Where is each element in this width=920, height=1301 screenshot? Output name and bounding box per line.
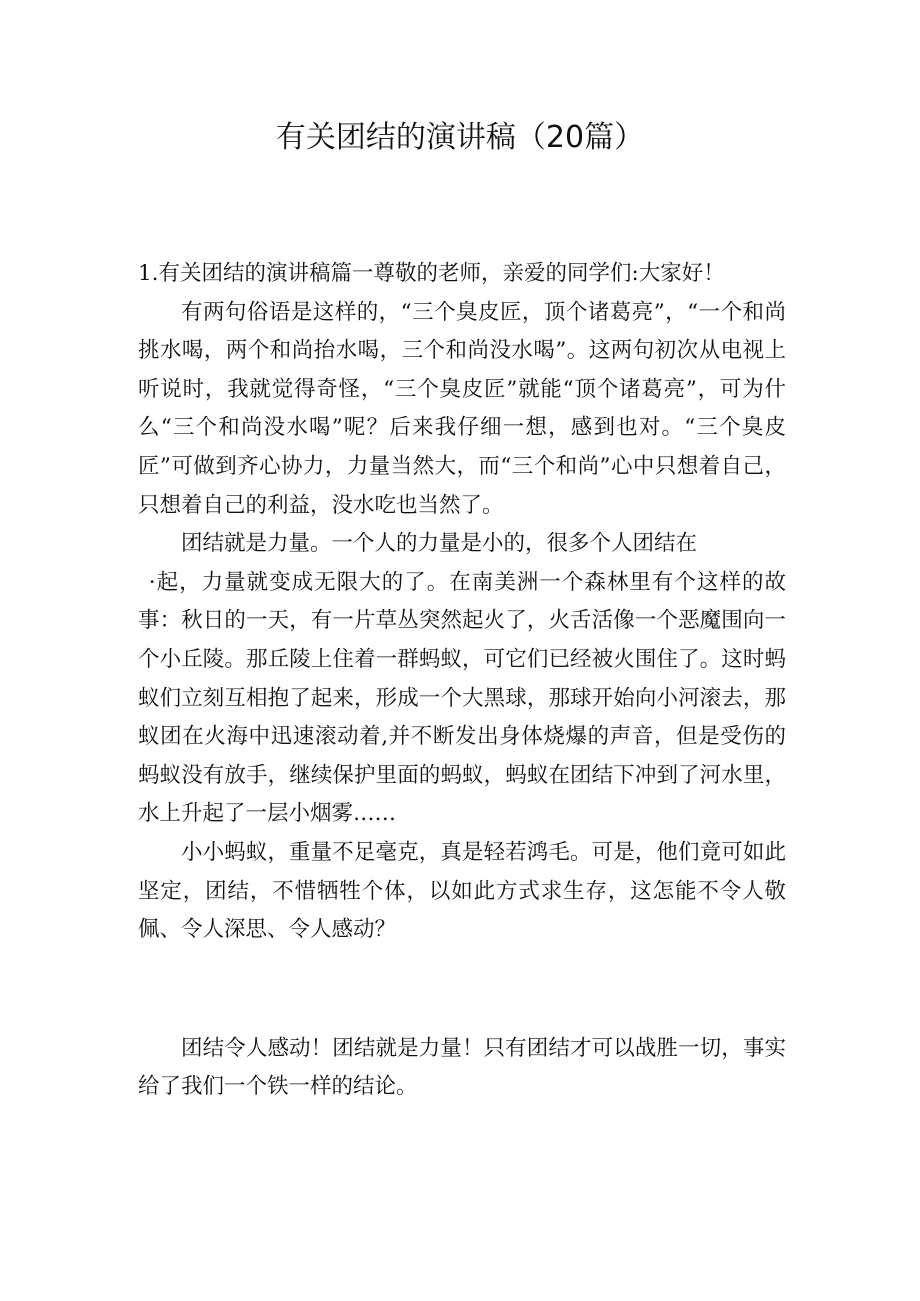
document-title: 有关团结的演讲稿（20篇）: [275, 120, 645, 155]
paragraph-5: 团结令人感动！团结就是力量！只有团结才可以战胜一切，事实给了我们一个铁一样的结论。: [138, 1035, 786, 1100]
paragraph-2: 团结就是力量。一个人的力量是小的，很多个人团结在: [181, 531, 698, 557]
paragraph-4: 小小蚂蚁，重量不足毫克，真是轻若鸿毛。可是，他们竟可如此坚定，团结，不惜牺牲个体，以如此方式求生存，这怎能不令人敬佩、令人深思、令人感动？: [138, 839, 786, 943]
paragraph-spacer: [138, 950, 786, 1030]
document-body: [138, 255, 786, 1107]
paragraph-1: 有两句俗语是这样的，“三个臭皮匠，顶个诸葛亮”，“一个和尚挑水喝，两个和尚抬水喝，三个和尚没水喝”。这两句初次从电视上听说时，我就觉得奇怪，“三个臭皮匠”就能“顶个诸葛亮”，可为什么“三个和尚没水喝”呢？后来我仔细一想，感到也对。“三个臭皮匠”可做到齐心协力，力量当然大，而“三个和尚”心中只想着自己，只想着自己的利益，没水吃也当然了。: [138, 299, 786, 518]
paragraph-3: ·起，力量就变成无限大的了。在南美洲一个森林里有个这样的故事：秋日的一天，有一片草丛突然起火了，火舌活像一个恶魔围向一个小丘陵。那丘陵上住着一群蚂蚁，可它们已经被火围住了。这时蚂蚁们立刻互相抱了起来，形成一个大黑球，那球开始向小河滚去，那蚁团在火海中迅速滚动着,并不断发出身体烧爆的声音，但是受伤的蚂蚁没有放手，继续保护里面的蚂蚁，蚂蚁在团结下冲到了河水里，水上升起了一层小烟雾……: [138, 569, 786, 827]
section-heading: 1.有关团结的演讲稿篇一尊敬的老师，亲爱的同学们:大家好！: [138, 261, 725, 286]
